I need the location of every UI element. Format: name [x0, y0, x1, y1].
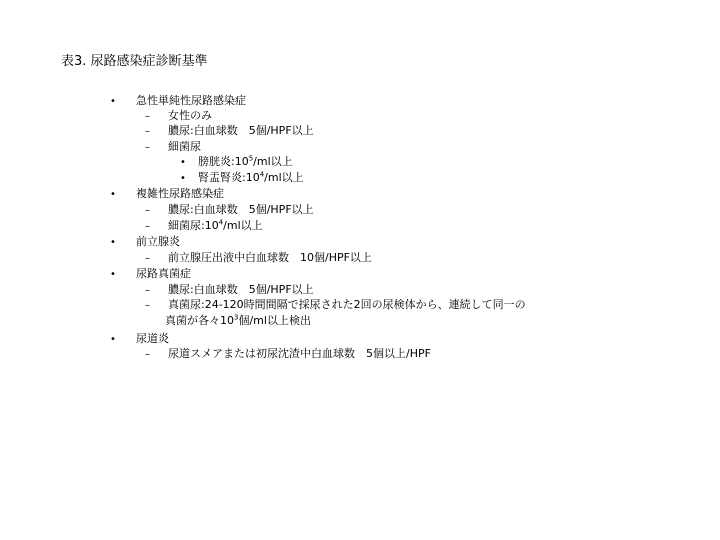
sub-item: 細菌尿: [168, 140, 201, 153]
list-item-label: 前立腺炎: [136, 235, 180, 248]
dash-icon: –: [145, 285, 150, 296]
bullet-icon: •: [180, 157, 186, 168]
dash-icon: –: [145, 126, 150, 137]
exponent: 3: [234, 313, 239, 322]
sub-sub-item-text: 膀胱炎:10: [198, 155, 249, 168]
dash-icon: –: [145, 221, 150, 232]
list-item-label: 複雑性尿路感染症: [136, 187, 224, 200]
dash-icon: –: [145, 300, 150, 311]
sub-sub-item: [198, 171, 304, 185]
bullet-icon: •: [110, 269, 116, 280]
sub-item: 尿道スメアまたは初尿沈渣中白血球数 5個以上/HPF: [168, 347, 431, 360]
bullet-icon: •: [110, 334, 116, 345]
exponent: 4: [259, 170, 265, 179]
sub-sub-item-text: /ml以上: [253, 155, 293, 168]
dash-icon: –: [145, 111, 150, 122]
sub-item-text: 個/ml以上検出: [238, 314, 311, 327]
exponent: 4: [218, 218, 224, 227]
page-title: 表3. 尿路感染症診断基準: [61, 54, 208, 69]
list-item-label: 尿道炎: [136, 332, 169, 345]
sub-item: 前立腺圧出液中白血球数 10個/HPF以上: [168, 251, 372, 264]
exponent: 5: [248, 154, 254, 163]
sub-item-text: 真菌が各々10: [165, 314, 234, 327]
dash-icon: –: [145, 253, 150, 264]
list-item-label: 尿路真菌症: [136, 267, 191, 280]
sub-item: 女性のみ: [168, 109, 212, 122]
bullet-icon: •: [110, 237, 116, 248]
sub-item: 膿尿:白血球数 5個/HPF以上: [168, 203, 314, 216]
sub-item: 真菌尿:24-120時間間隔で採尿された2回の尿検体から、連続して同一の: [168, 298, 526, 311]
sub-item-continuation: [165, 314, 311, 328]
sub-sub-item-text: 腎盂腎炎:10: [198, 171, 260, 184]
sub-item: 膿尿:白血球数 5個/HPF以上: [168, 124, 314, 137]
sub-sub-item-text: /ml以上: [264, 171, 304, 184]
dash-icon: –: [145, 142, 150, 153]
bullet-icon: •: [110, 189, 116, 200]
bullet-icon: •: [180, 173, 186, 184]
sub-item: [168, 219, 263, 233]
list-item-label: 急性単純性尿路感染症: [136, 94, 246, 107]
dash-icon: –: [145, 205, 150, 216]
sub-item-text: 細菌尿:10: [168, 219, 219, 232]
bullet-icon: •: [110, 96, 116, 107]
dash-icon: –: [145, 349, 150, 360]
sub-sub-item: [198, 155, 293, 169]
sub-item-text: /ml以上: [223, 219, 263, 232]
sub-item: 膿尿:白血球数 5個/HPF以上: [168, 283, 314, 296]
